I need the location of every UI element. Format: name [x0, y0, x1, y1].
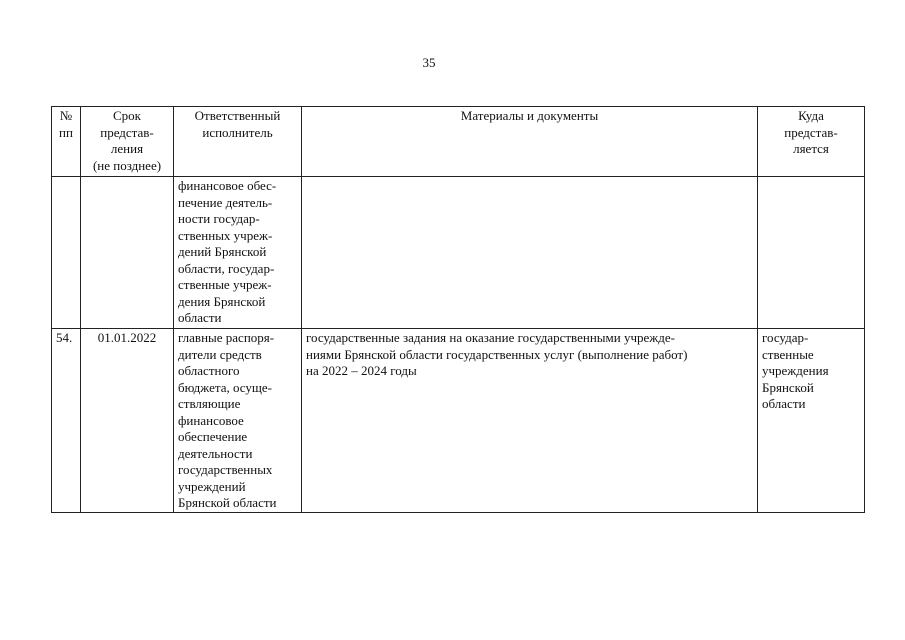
cell-materials [302, 177, 758, 329]
header-num-line: № [59, 108, 73, 123]
cell-num [52, 177, 81, 329]
header-executor [174, 107, 302, 177]
executor-line: области, государ- [178, 260, 275, 276]
executor-line: ственные учреж- [178, 277, 272, 292]
executor-line: дений Брянской [178, 244, 267, 259]
header-materials [302, 107, 758, 177]
executor-line: Брянской области [178, 495, 277, 510]
table-row [52, 329, 865, 513]
destination-line: области [762, 396, 806, 411]
executor-line: финансовое [178, 412, 244, 428]
executor-line: областного [178, 363, 240, 378]
destination-line: ственные [762, 346, 814, 362]
destination-line: Брянской [762, 379, 814, 395]
cell-executor [174, 329, 302, 513]
header-destination-line: ляется [793, 141, 829, 156]
header-deadline-line: Срок [113, 108, 141, 123]
header-executor-line: Ответственный [194, 108, 281, 123]
header-deadline [81, 107, 174, 177]
cell-executor [174, 177, 302, 329]
cell-destination [758, 177, 865, 329]
header-executor-line: исполнитель [202, 124, 273, 140]
executor-line: главные распоря- [178, 330, 275, 345]
destination-line: учреждения [762, 363, 829, 378]
executor-line: обеспечение [178, 429, 248, 444]
cell-deadline [81, 177, 174, 329]
materials-line: ниями Брянской области государственных услуг (выполнение работ) [306, 346, 688, 362]
executor-line: ственных учреж- [178, 227, 273, 243]
executor-line: дители средств [178, 346, 262, 362]
header-destination [758, 107, 865, 177]
executor-line: области [178, 310, 222, 325]
executor-line: деятельности [178, 445, 253, 461]
executor-line: ствляющие [178, 396, 241, 411]
cell-num: 54. [52, 329, 81, 513]
table-header-row [52, 107, 865, 177]
executor-line: дения Брянской [178, 293, 266, 309]
header-deadline-line: (не позднее) [92, 157, 162, 173]
header-deadline-line: представ- [100, 124, 154, 140]
header-num [52, 107, 81, 177]
cell-destination [758, 329, 865, 513]
header-materials-line: Материалы и документы [460, 108, 599, 123]
executor-line: государственных [178, 462, 273, 477]
header-destination-line: представ- [784, 124, 838, 140]
header-num-line: пп [59, 124, 73, 140]
cell-deadline: 01.01.2022 [81, 329, 174, 513]
executor-line: учреждений [178, 478, 246, 494]
destination-line: государ- [762, 330, 809, 345]
executor-line: финансовое обес- [178, 178, 277, 193]
executor-line: печение деятель- [178, 194, 273, 210]
materials-line: на 2022 – 2024 годы [306, 363, 417, 378]
header-deadline-line: ления [110, 141, 144, 156]
materials-line: государственные задания на оказание государственными учрежде- [306, 330, 675, 345]
page-number: 35 [422, 55, 436, 70]
executor-line: бюджета, осуще- [178, 379, 273, 395]
cell-materials [302, 329, 758, 513]
documents-table [51, 106, 865, 513]
table-row [52, 177, 865, 329]
executor-line: ности государ- [178, 211, 260, 226]
header-destination-line: Куда [798, 108, 824, 123]
